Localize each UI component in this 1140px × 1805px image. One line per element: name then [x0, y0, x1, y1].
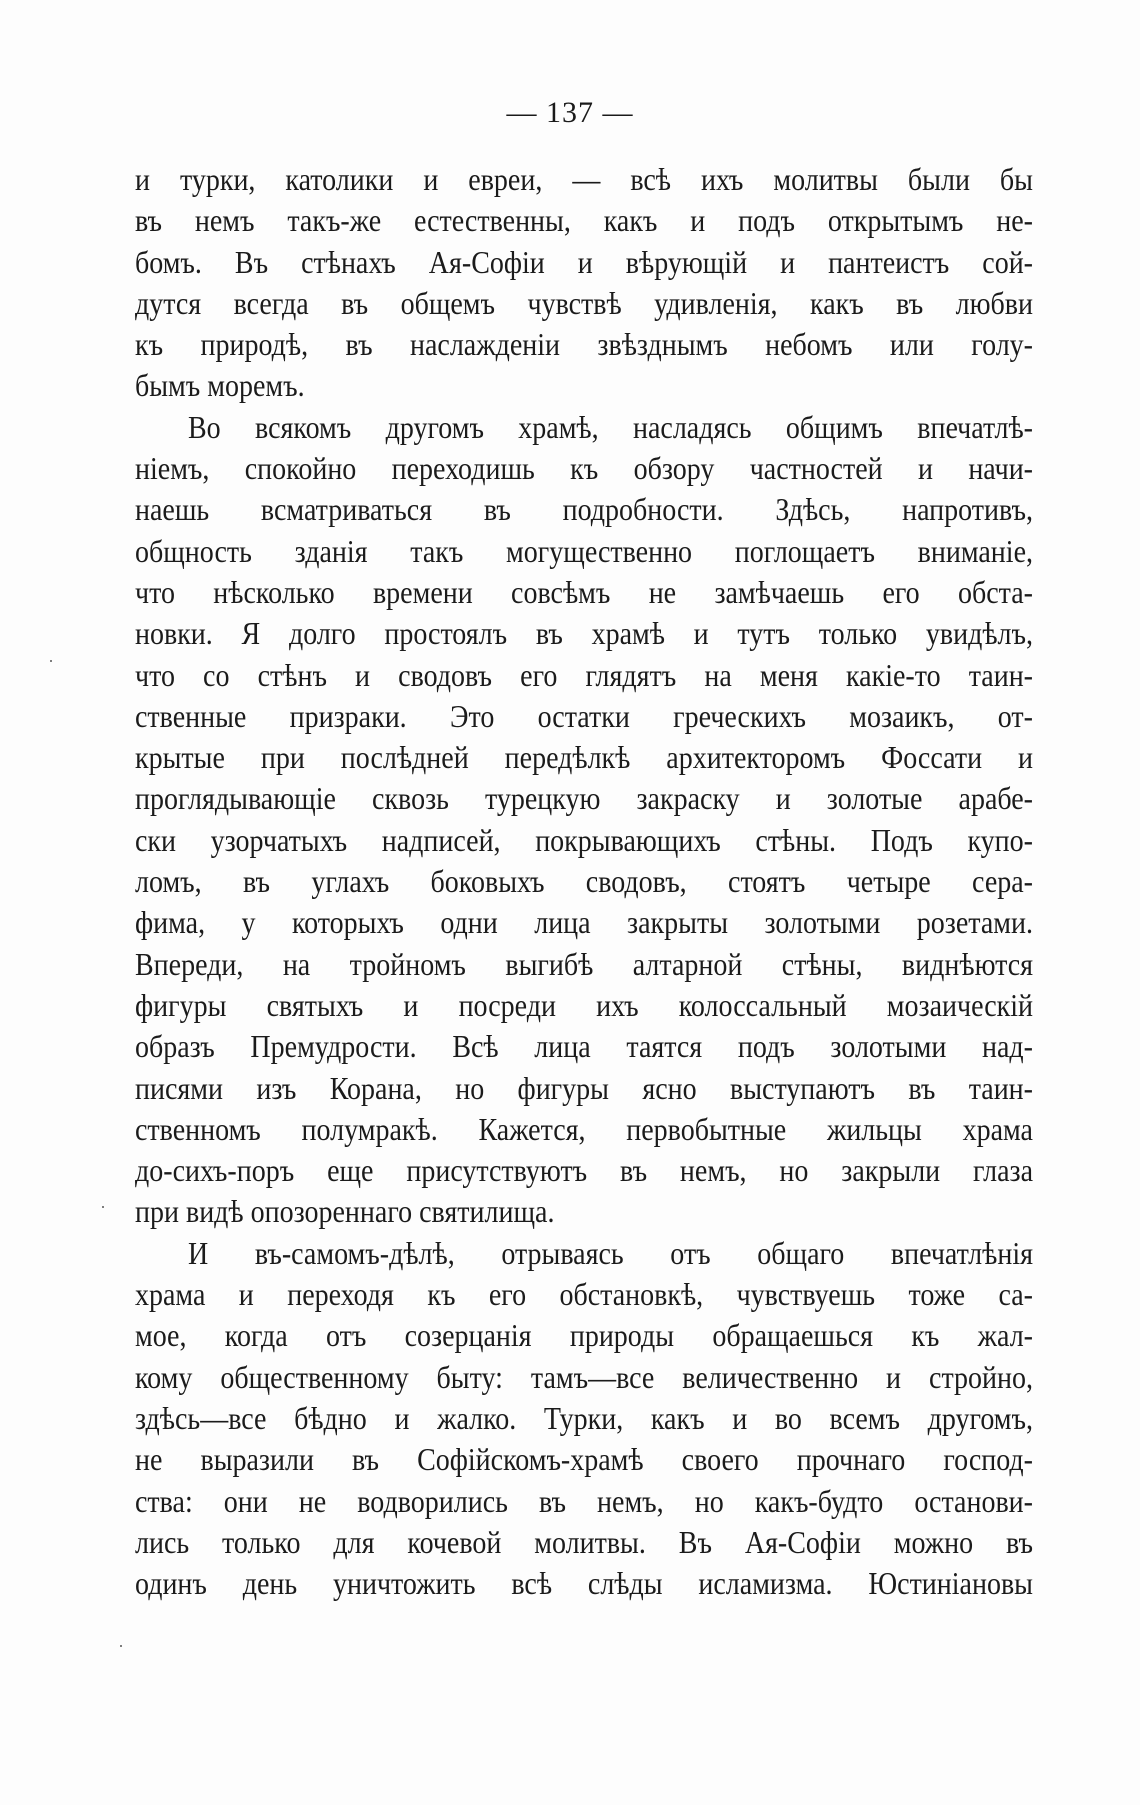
text-line: бомъ. Въ стѣнахъ Ая-Софіи и вѣрующій и пантеистъ сой- [135, 245, 1033, 281]
body-text [135, 160, 1033, 1605]
text-line: проглядывающіе сквозь турецкую закраску и золотые арабе- [135, 782, 1033, 818]
text-line: при видѣ опозореннаго святилища. [135, 1195, 555, 1231]
paragraph [135, 408, 1033, 1234]
text-line: и турки, католики и евреи, — всѣ ихъ молитвы были бы [135, 163, 1033, 198]
paragraph [135, 160, 1033, 408]
text-line: здѣсь—все бѣдно и жалко. Турки, какъ и во всемъ другомъ, [135, 1402, 1033, 1437]
text-line: одинъ день уничтожить всѣ слѣды исламизма. Юстиніановы [135, 1567, 1033, 1602]
text-line: образъ Премудрости. Всѣ лица таятся подъ золотыми над- [135, 1030, 1033, 1066]
text-line: наешь всматриваться въ подробности. Здѣсь, напротивъ, [135, 493, 1033, 529]
text-line: ства: они не водворились въ немъ, но какъ-будто останови- [135, 1484, 1033, 1520]
text-line: къ природѣ, въ наслажденіи звѣзднымъ небомъ или голу- [135, 328, 1033, 364]
scan-speck [102, 1206, 104, 1208]
text-line: въ немъ такъ-же естественны, какъ и подъ открытымъ не- [135, 204, 1033, 240]
text-line: И въ-самомъ-дѣлѣ, отрываясь отъ общаго впечатлѣнія [188, 1236, 1033, 1272]
text-line: дутся всегда въ общемъ чувствѣ удивленія, какъ въ любви [135, 287, 1033, 322]
text-line: ски узорчатыхъ надписей, покрывающихъ стѣны. Подъ купо- [135, 823, 1033, 859]
text-line: Впереди, на тройномъ выгибѣ алтарной стѣны, виднѣются [135, 947, 1033, 983]
text-line: Во всякомъ другомъ храмѣ, насладясь общимъ впечатлѣ- [188, 410, 1033, 446]
text-line: ственные призраки. Это остатки греческихъ мозаикъ, от- [135, 699, 1033, 735]
paragraph [135, 1234, 1033, 1606]
text-line: общность зданія такъ могущественно поглощаетъ вниманіе, [135, 534, 1033, 570]
text-line: крытые при послѣдней передѣлкѣ архитекторомъ Фоссати и [135, 741, 1033, 776]
text-line: храма и переходя къ его обстановкѣ, чувствуешь тоже са- [135, 1278, 1033, 1313]
scan-speck [120, 1645, 122, 1647]
text-line: лись только для кочевой молитвы. Въ Ая-Софіи можно въ [135, 1525, 1033, 1561]
text-line: ломъ, въ углахъ боковыхъ сводовъ, стоятъ четыре сера- [135, 865, 1033, 900]
text-line: ніемъ, спокойно переходишь къ обзору частностей и начи- [135, 452, 1033, 487]
page-number: — 137 — [506, 96, 634, 129]
text-line: писями изъ Корана, но фигуры ясно выступаютъ въ таин- [135, 1071, 1033, 1107]
text-line: что нѣсколько времени совсѣмъ не замѣчаешь его обста- [135, 576, 1033, 611]
text-line: фигуры святыхъ и посреди ихъ колоссальный мозаическій [135, 989, 1033, 1024]
text-line: фима, у которыхъ одни лица закрыты золотыми розетами. [135, 906, 1033, 942]
text-line: мое, когда отъ созерцанія природы обращаешься къ жал- [135, 1319, 1033, 1355]
text-line: кому общественному быту: тамъ—все величественно и стройно, [135, 1360, 1033, 1396]
text-line: до-сихъ-поръ еще присутствуютъ въ немъ, но закрыли глаза [135, 1154, 1033, 1189]
text-line: новки. Я долго простоялъ въ храмѣ и тутъ только увидѣлъ, [135, 617, 1033, 653]
text-line: бымъ моремъ. [135, 369, 305, 405]
text-line: что со стѣнъ и сводовъ его глядятъ на меня какіе-то таин- [135, 658, 1033, 694]
text-line: не выразили въ Софійскомъ-храмѣ своего прочнаго господ- [135, 1443, 1033, 1479]
scan-speck [50, 660, 52, 662]
text-line: ственномъ полумракѣ. Кажется, первобытные жильцы храма [135, 1112, 1033, 1148]
